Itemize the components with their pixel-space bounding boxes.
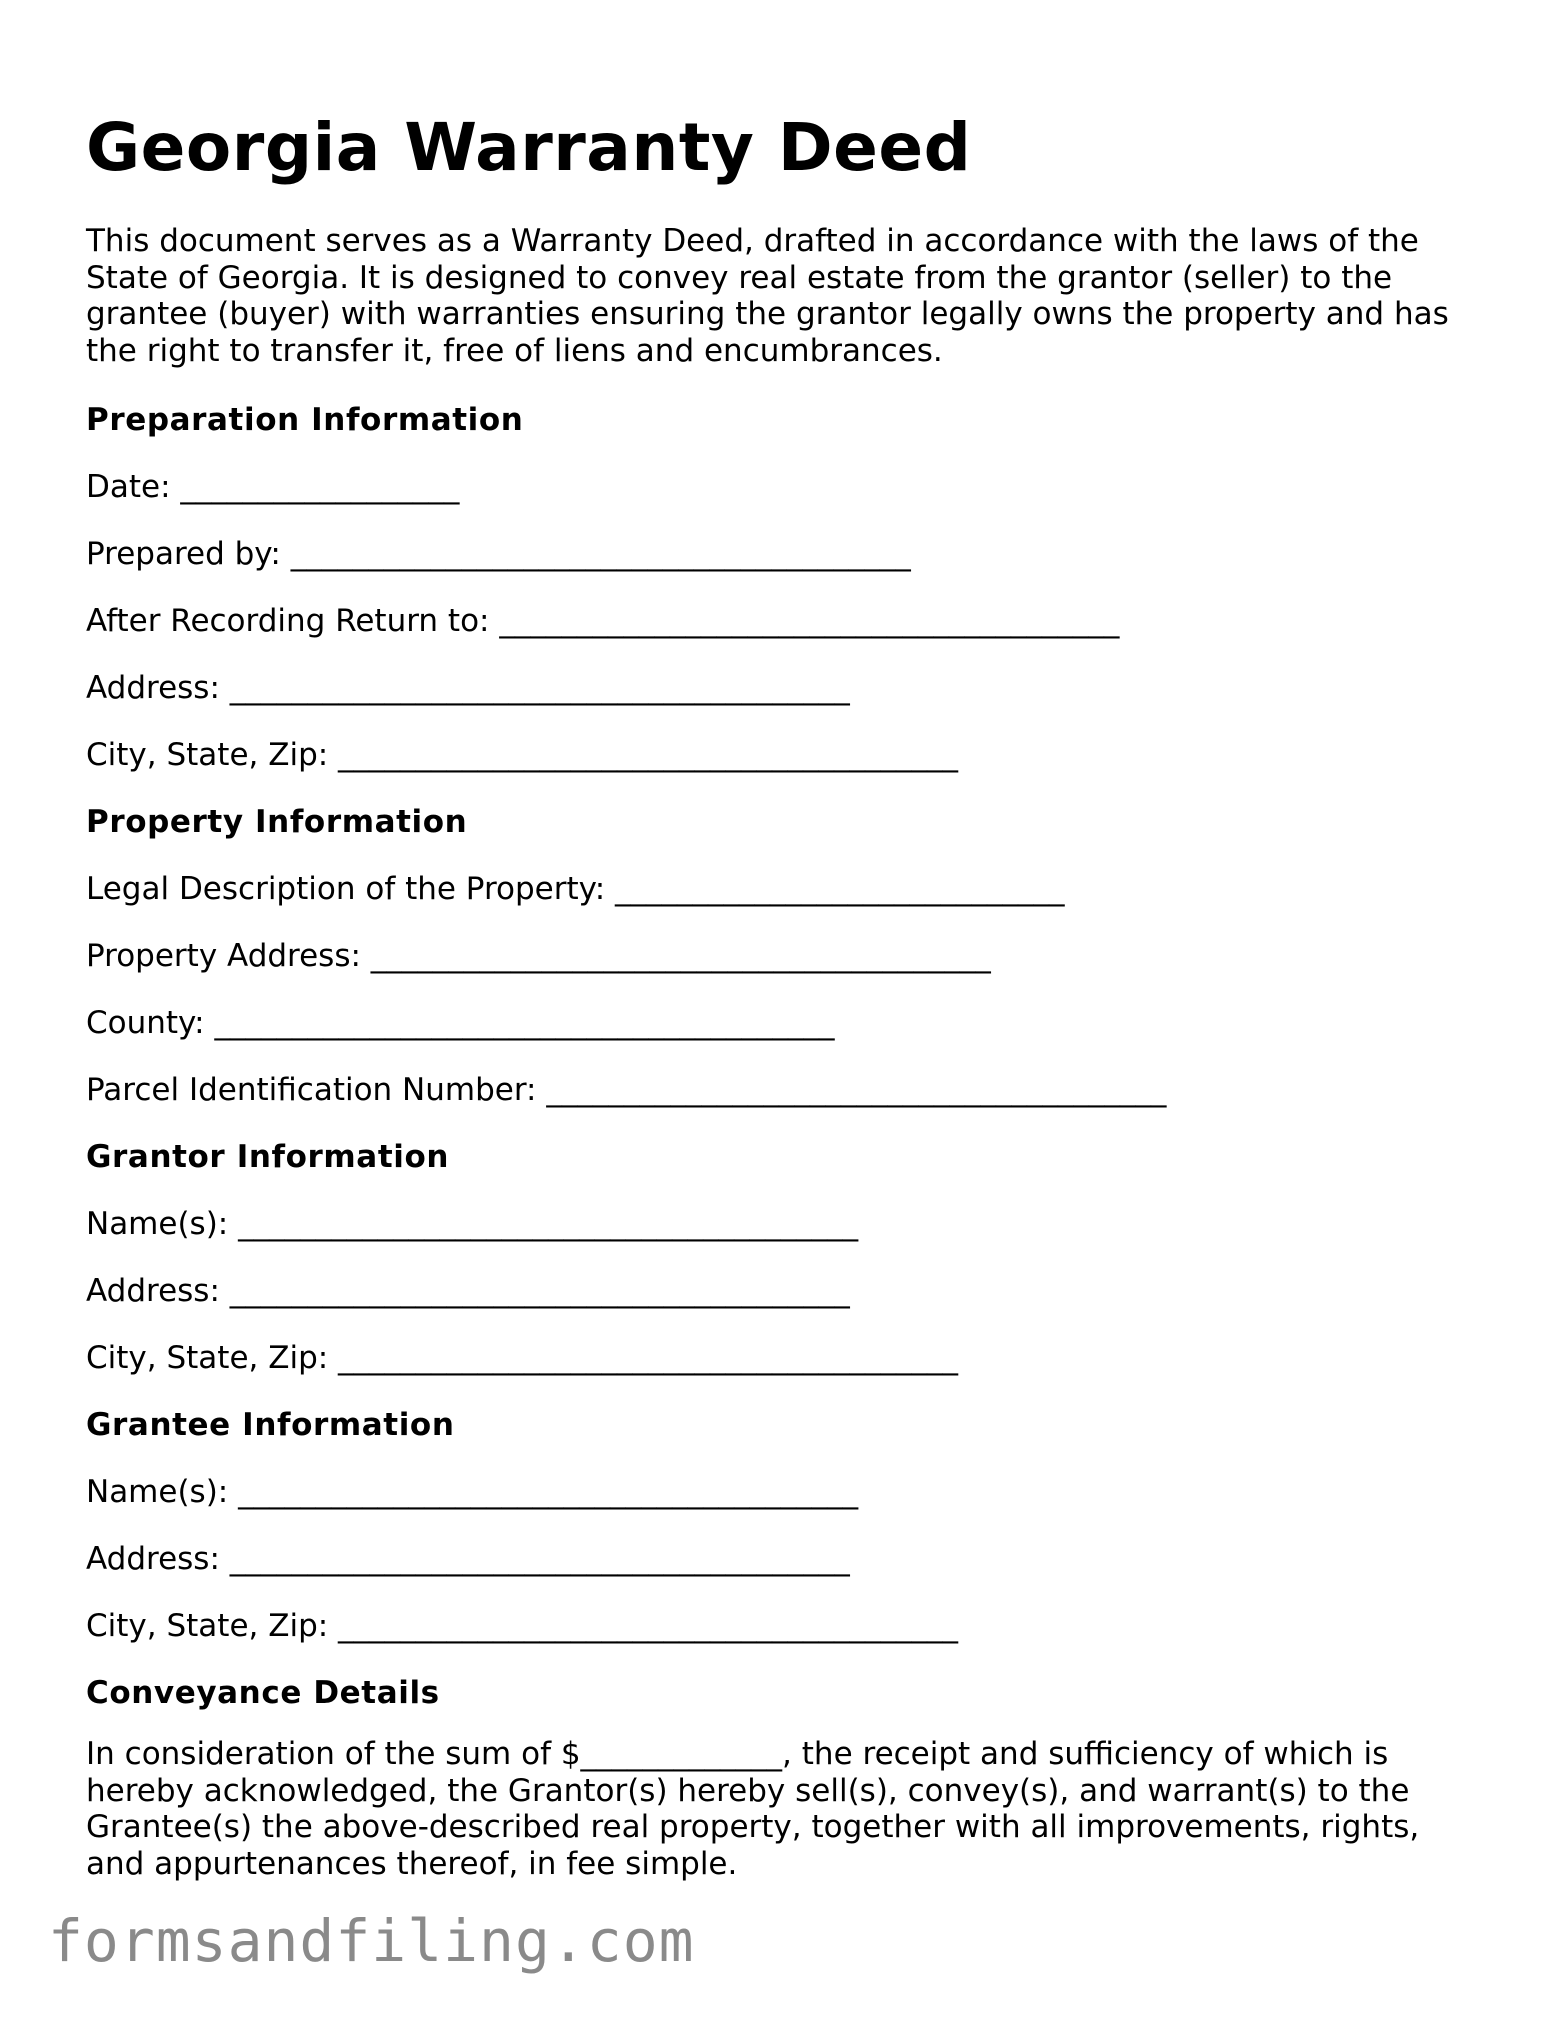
watermark: formsandfiling.com — [48, 1907, 695, 1975]
preparation-city-state-zip-field: City, State, Zip: ________________________________________ — [86, 737, 959, 773]
grantee-address-field: Address: ________________________________________ — [86, 1541, 850, 1577]
section-heading-property: Property Information — [86, 804, 468, 840]
property-address-field: Property Address: ________________________________________ — [86, 938, 991, 974]
document-title: Georgia Warranty Deed — [86, 109, 972, 186]
section-heading-grantor: Grantor Information — [86, 1139, 450, 1175]
prepared-by-field: Prepared by: ________________________________________ — [86, 536, 911, 572]
grantee-city-state-zip-field: City, State, Zip: ________________________________________ — [86, 1608, 959, 1644]
intro-paragraph: This document serves as a Warranty Deed, drafted in accordance with the laws of the State of Georgia. It is designed to convey real estate from the grantor (seller) to the grantee (buyer) with warranties ensuring the grantor legally owns the property and has the right to transfer it, free of liens and encumbrances. — [86, 223, 1449, 369]
section-heading-grantee: Grantee Information — [86, 1407, 455, 1443]
legal-description-field: Legal Description of the Property: _____________________________ — [86, 871, 1065, 907]
section-heading-conveyance: Conveyance Details — [86, 1675, 440, 1711]
county-field: County: ________________________________________ — [86, 1005, 835, 1041]
grantor-names-field: Name(s): ________________________________________ — [86, 1206, 859, 1242]
parcel-id-field: Parcel Identification Number: ________________________________________ — [86, 1072, 1167, 1108]
grantor-address-field: Address: ________________________________________ — [86, 1273, 850, 1309]
grantee-names-field: Name(s): ________________________________________ — [86, 1474, 859, 1510]
conveyance-paragraph: In consideration of the sum of $_____________, the receipt and sufficiency of which is hereby acknowledged, the Grantor(s) hereby sell(s), convey(s), and warrant(s) to the Grantee(s) the above-described real property, together with all improvements, rights, and appurtenances thereof, in fee simple. — [86, 1736, 1420, 1882]
date-field: Date: __________________ — [86, 469, 460, 505]
section-heading-preparation: Preparation Information — [86, 402, 524, 438]
grantor-city-state-zip-field: City, State, Zip: ________________________________________ — [86, 1340, 959, 1376]
return-to-field: After Recording Return to: ________________________________________ — [86, 603, 1120, 639]
preparation-address-field: Address: ________________________________________ — [86, 670, 850, 706]
